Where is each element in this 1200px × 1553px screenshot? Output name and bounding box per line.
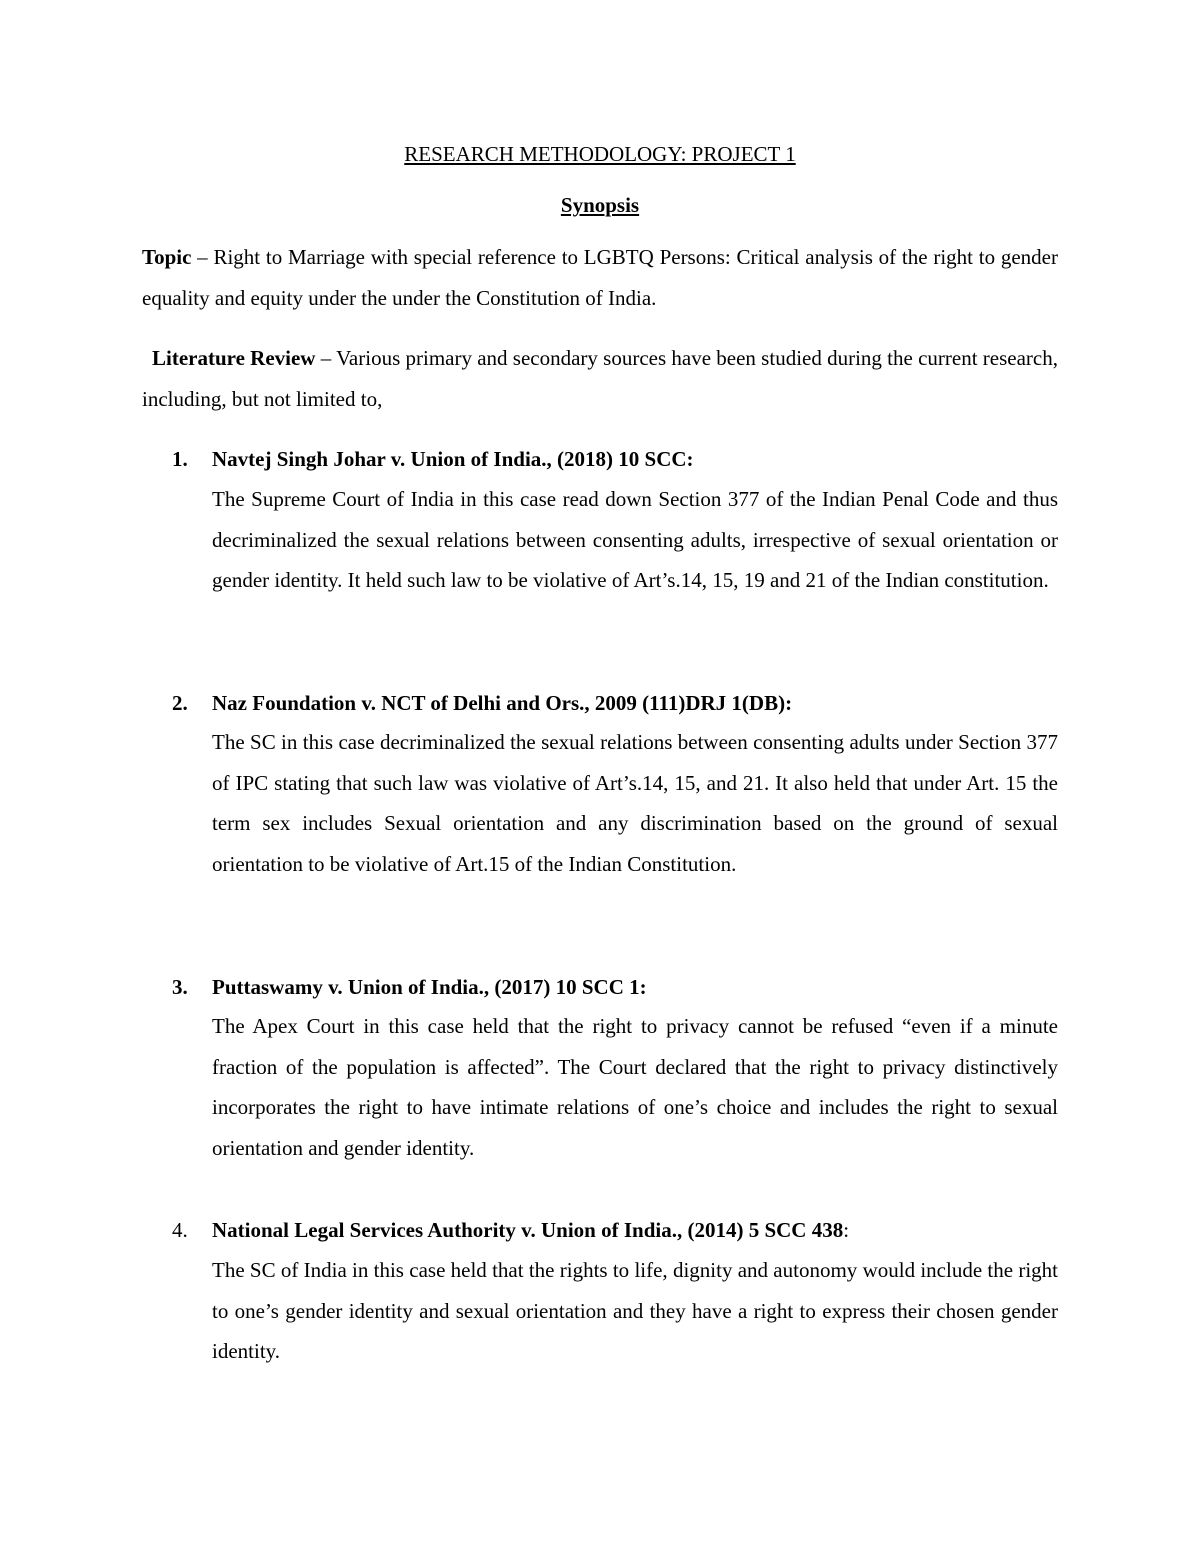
case-number: 3. <box>172 975 188 999</box>
case-body: The SC in this case decriminalized the sexual relations between consenting adults under Section 377 of IPC stating that such law was violative of Art’s.14, 15, and 21. It also held that under Art. 15 the term sex includes Sexual orientation and any discrimination based on the ground of sexual orientation to be violative of Art.15 of the Indian Constitution. <box>212 730 1058 876</box>
case-heading-text: National Legal Services Authority v. Union of India., (2014) 5 SCC 438 <box>212 1218 844 1242</box>
case-number: 1. <box>172 447 188 471</box>
case-number: 2. <box>172 691 188 715</box>
literature-review-text: – Various primary and secondary sources have been studied during the current research, including, but not limited to, <box>142 346 1058 411</box>
case-heading <box>212 1218 849 1243</box>
document-subtitle: Synopsis <box>560 193 640 217</box>
literature-review-label: Literature Review <box>152 346 316 370</box>
case-body: The Supreme Court of India in this case read down Section 377 of the Indian Penal Code and thus decriminalized the sexual relations between consenting adults, irrespective of sexual orientation or gender identity. It held such law to be violative of Art’s.14, 15, 19 and 21 of the Indian constitution. <box>212 487 1058 592</box>
case-heading-suffix: : <box>843 1218 850 1242</box>
case-heading: Navtej Singh Johar v. Union of India., (2018) 10 SCC: <box>212 447 694 471</box>
topic-label: Topic <box>142 245 192 269</box>
case-heading: Naz Foundation v. NCT of Delhi and Ors., 2009 (111)DRJ 1(DB): <box>212 691 793 715</box>
topic-paragraph <box>142 237 1058 318</box>
document-title: RESEARCH METHODOLOGY: PROJECT 1 <box>404 142 796 166</box>
case-number: 4. <box>172 1218 188 1242</box>
case-body: The Apex Court in this case held that the right to privacy cannot be refused “even if a minute fraction of the population is affected”. The Court declared that the right to privacy distinctively incorporates the right to have intimate relations of one’s choice and includes the right to sexual orientation and gender identity. <box>212 1014 1058 1160</box>
literature-review-paragraph <box>142 338 1058 419</box>
case-body: The SC of India in this case held that the rights to life, dignity and autonomy would include the right to one’s gender identity and sexual orientation and they have a right to express their chosen gender identity. <box>212 1258 1058 1363</box>
case-heading: Puttaswamy v. Union of India., (2017) 10 SCC 1: <box>212 975 647 999</box>
topic-text: – Right to Marriage with special reference to LGBTQ Persons: Critical analysis of the right to gender equality and equity under the under the Constitution of India. <box>142 245 1058 310</box>
